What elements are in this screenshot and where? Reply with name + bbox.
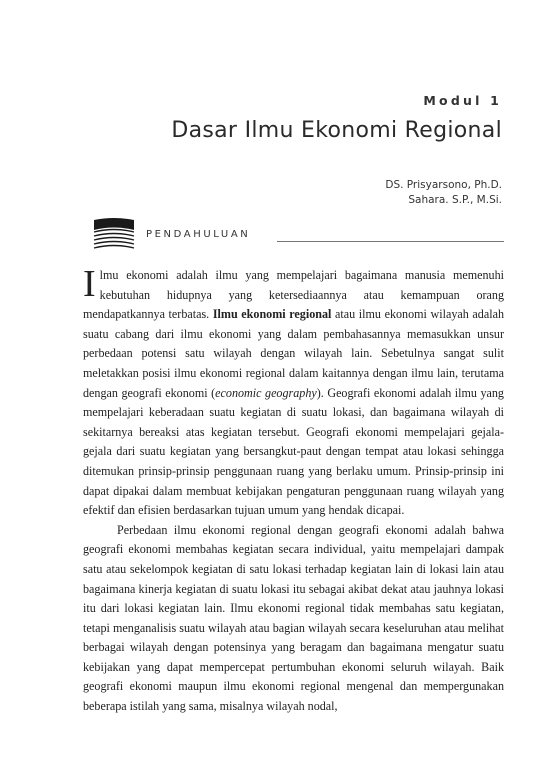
paragraph-1-text-c: ). Geografi ekonomi adalah ilmu yang mempelajari keberadaan suatu kegiatan di suatu lokasi, dan bagaimana wilayah di sekitarnya bereaksi atas kegiatan tersebut. Geografi ekonomi mempelajari gejala-gejala dari suatu kegiatan yang bersangkut-paut dengan tempat atau lokasi sehingga ditemukan prinsip-prinsip penggunaan ruang yang berlaku umum. Prinsip-prinsip ini dapat dipakai dalam membuat kebijakan pengaturan penggunaan ruang wilayah yang efektif dan efisien berdasarkan tujuan umum yang hendak dicapai. — [83, 385, 504, 518]
paragraph-1-text-a: lmu ekonomi adalah ilmu yang mempelajari bagaimana manusia memenuhi kebutuhan hidupnya yang ketersediaannya atau kemampuan orang mendapatkannya terbatas. — [83, 268, 504, 322]
author-2: Sahara. S.P., M.Si. — [408, 193, 502, 206]
body-text — [83, 263, 504, 717]
paragraph-1-text-b: atau ilmu ekonomi wilayah adalah suatu cabang dari ilmu ekonomi yang dalam pembahasannya memasukkan unsur perbedaan potensi satu wilayah dengan wilayah lain. Sebetulnya sangat sulit meletakkan posisi ilmu ekonomi regional dalam kaitannya dengan ilmu lain, terutama dengan geografi ekonomi ( — [83, 307, 504, 400]
section-title: PENDAHULUAN — [146, 229, 251, 240]
section-divider — [277, 241, 504, 242]
term-bold: Ilmu ekonomi regional — [212, 307, 332, 322]
term-italic: economic geography — [215, 385, 317, 400]
page-title: Dasar Ilmu Ekonomi Regional — [171, 118, 502, 143]
open-book-icon — [92, 216, 136, 250]
module-label: Modul 1 — [423, 93, 502, 108]
drop-cap: I — [83, 263, 96, 305]
author-1: DS. Prisyarsono, Ph.D. — [385, 179, 502, 191]
paragraph-2: Perbedaan ilmu ekonomi regional dengan geografi ekonomi adalah bahwa geografi ekonomi membahas kegiatan secara individual, yaitu mempelajari dampak satu atau sekelompok kegiatan di satu lokasi terhadap kegiatan lain di lokasi lain atau bagaimana kinerja kegiatan di suatu lokasi itu sebagai akibat dekat atau jauhnya lokasi itu dari lokasi kegiatan lain. Ilmu ekonomi regional tidak membahas satu kegiatan, tetapi menganalisis suatu wilayah atau bagian wilayah secara keseluruhan atau melihat berbagai wilayah dengan potensinya yang beragam dan bagaimana mengatur suatu kebijakan yang dapat mempercepat pertumbuhan ekonomi seluruh wilayah. Baik geografi ekonomi maupun ilmu ekonomi regional mengenal dan mempergunakan beberapa istilah yang sama, misalnya wilayah nodal, — [83, 522, 504, 714]
paragraph-1 — [83, 263, 504, 521]
authors-block — [385, 178, 502, 207]
